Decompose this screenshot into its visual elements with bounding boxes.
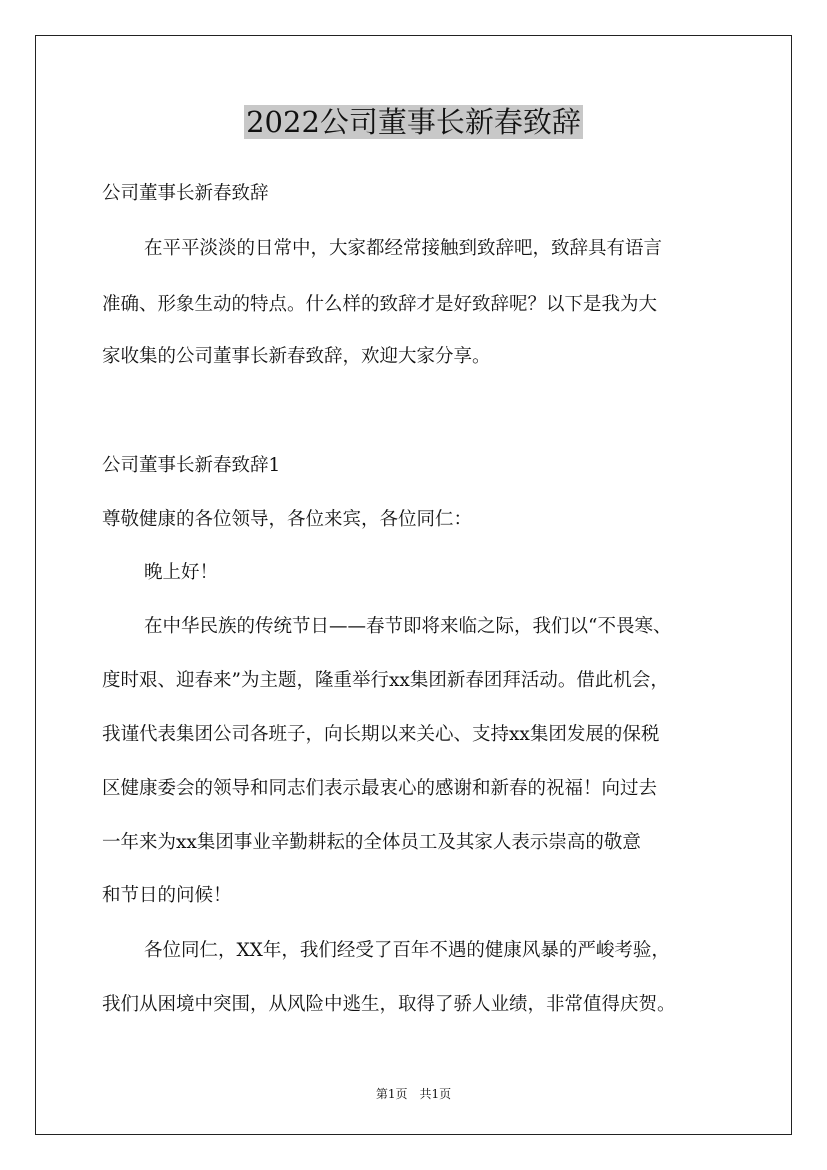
document-title-text: 2022公司董事长新春致辞 bbox=[246, 105, 581, 139]
para1-line-6: 和节日的问候！ bbox=[102, 885, 232, 906]
document-subtitle: 公司董事长新春致辞 bbox=[102, 183, 269, 204]
para1-line-3: 我谨代表集团公司各班子，向长期以来关心、支持xx集团发展的保税 bbox=[102, 724, 660, 745]
intro-line-2: 准确、形象生动的特点。什么样的致辞才是好致辞呢？以下是我为大 bbox=[102, 294, 658, 315]
para1-line-1: 在中华民族的传统节日——春节即将来临之际，我们以“不畏寒、 bbox=[144, 616, 672, 637]
para1-line-2: 度时艰、迎春来”为主题，隆重举行xx集团新春团拜活动。借此机会， bbox=[102, 670, 669, 691]
section-heading: 公司董事长新春致辞1 bbox=[102, 455, 281, 476]
para1-line-4: 区健康委会的领导和同志们表示最衷心的感谢和新春的祝福！向过去 bbox=[102, 778, 658, 799]
intro-line-3: 家收集的公司董事长新春致辞，欢迎大家分享。 bbox=[102, 346, 491, 367]
para2-line-1: 各位同仁，XX年，我们经受了百年不遇的健康风暴的严峻考验， bbox=[144, 940, 670, 961]
page-footer: 第1页 共1页 bbox=[375, 1087, 452, 1101]
para2-line-2: 我们从困境中突围，从风险中逃生，取得了骄人业绩，非常值得庆贺。 bbox=[102, 994, 676, 1015]
document-title bbox=[0, 100, 827, 144]
greeting: 晚上好！ bbox=[144, 562, 219, 583]
salutation: 尊敬健康的各位领导，各位来宾，各位同仁： bbox=[102, 509, 473, 530]
para1-line-5: 一年来为xx集团事业辛勤耕耘的全体员工及其家人表示崇高的敬意 bbox=[102, 832, 641, 853]
intro-line-1: 在平平淡淡的日常中，大家都经常接触到致辞吧，致辞具有语言 bbox=[144, 238, 663, 259]
